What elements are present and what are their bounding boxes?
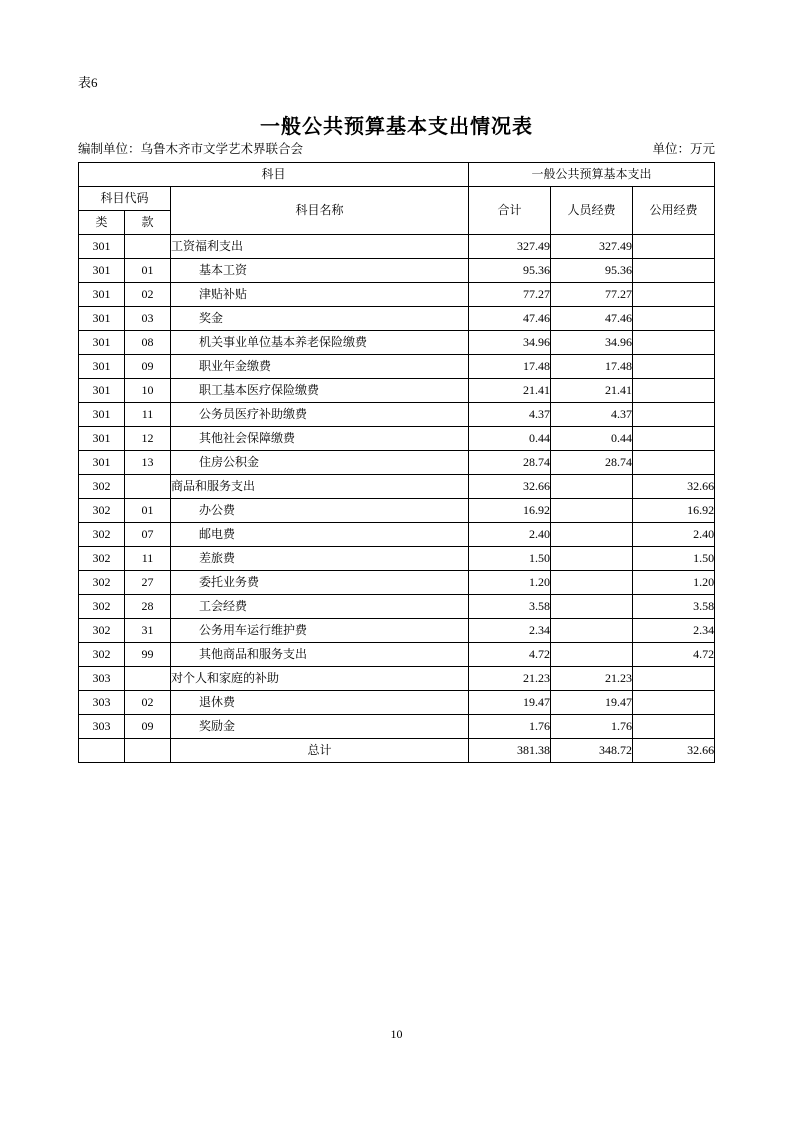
cell-code-type: 303 <box>79 667 125 691</box>
table-row <box>79 667 715 691</box>
cell-code-type: 301 <box>79 403 125 427</box>
cell-code-type: 302 <box>79 547 125 571</box>
cell-personnel: 28.74 <box>551 451 633 475</box>
cell-total: 16.92 <box>469 499 551 523</box>
cell-personnel <box>551 547 633 571</box>
cell-code-item: 09 <box>125 715 171 739</box>
cell-code-item: 02 <box>125 283 171 307</box>
cell-public <box>633 331 715 355</box>
cell-total: 21.23 <box>469 667 551 691</box>
cell-total: 2.40 <box>469 523 551 547</box>
cell-public <box>633 259 715 283</box>
cell-subject-name: 其他社会保障缴费 <box>171 427 469 451</box>
header-subject-group: 科目 <box>79 163 469 187</box>
cell-subject-name: 住房公积金 <box>171 451 469 475</box>
table-row <box>79 691 715 715</box>
cell-subject-name: 商品和服务支出 <box>171 475 469 499</box>
cell-public <box>633 667 715 691</box>
cell-public: 4.72 <box>633 643 715 667</box>
cell-code-item <box>125 667 171 691</box>
cell-code-type: 302 <box>79 523 125 547</box>
cell-total: 327.49 <box>469 235 551 259</box>
cell-subject-name: 奖金 <box>171 307 469 331</box>
cell-total: 21.41 <box>469 379 551 403</box>
header-subject-name: 科目名称 <box>171 187 469 235</box>
cell-personnel <box>551 523 633 547</box>
cell-total: 4.72 <box>469 643 551 667</box>
cell-code-item: 28 <box>125 595 171 619</box>
table-row <box>79 547 715 571</box>
cell-personnel <box>551 619 633 643</box>
header-code-group: 科目代码 <box>79 187 171 211</box>
table-row <box>79 715 715 739</box>
cell-total-personnel: 348.72 <box>551 739 633 763</box>
cell-code-type: 302 <box>79 619 125 643</box>
cell-public: 3.58 <box>633 595 715 619</box>
page-number: 10 <box>390 1027 403 1041</box>
table-row <box>79 571 715 595</box>
cell-personnel: 77.27 <box>551 283 633 307</box>
table-header-sub-row <box>79 187 715 211</box>
table-row <box>79 379 715 403</box>
cell-code-item: 03 <box>125 307 171 331</box>
table-row <box>79 427 715 451</box>
cell-total-code-item <box>125 739 171 763</box>
cell-code-item <box>125 235 171 259</box>
cell-personnel: 0.44 <box>551 427 633 451</box>
table-row <box>79 595 715 619</box>
table-header-group-row <box>79 163 715 187</box>
cell-personnel: 4.37 <box>551 403 633 427</box>
header-personnel-expense: 人员经费 <box>551 187 633 235</box>
cell-code-item: 01 <box>125 499 171 523</box>
cell-subject-name: 办公费 <box>171 499 469 523</box>
header-total: 合计 <box>469 187 551 235</box>
cell-code-item: 09 <box>125 355 171 379</box>
cell-code-item: 99 <box>125 643 171 667</box>
cell-public <box>633 403 715 427</box>
table-row <box>79 235 715 259</box>
cell-personnel: 19.47 <box>551 691 633 715</box>
cell-total: 47.46 <box>469 307 551 331</box>
cell-total-code-type <box>79 739 125 763</box>
cell-public <box>633 691 715 715</box>
cell-public <box>633 427 715 451</box>
cell-personnel <box>551 499 633 523</box>
cell-code-type: 303 <box>79 691 125 715</box>
cell-subject-name: 工会经费 <box>171 595 469 619</box>
cell-subject-name: 退休费 <box>171 691 469 715</box>
cell-total: 4.37 <box>469 403 551 427</box>
table-row <box>79 643 715 667</box>
cell-code-type: 301 <box>79 307 125 331</box>
cell-code-type: 302 <box>79 499 125 523</box>
table-row <box>79 259 715 283</box>
cell-public <box>633 379 715 403</box>
cell-personnel <box>551 571 633 595</box>
cell-public <box>633 715 715 739</box>
cell-code-item: 31 <box>125 619 171 643</box>
table-row <box>79 523 715 547</box>
cell-code-type: 302 <box>79 475 125 499</box>
cell-subject-name: 机关事业单位基本养老保险缴费 <box>171 331 469 355</box>
cell-public <box>633 235 715 259</box>
cell-public: 32.66 <box>633 475 715 499</box>
table-row <box>79 355 715 379</box>
cell-code-item: 13 <box>125 451 171 475</box>
cell-public <box>633 307 715 331</box>
header-public-expense: 公用经费 <box>633 187 715 235</box>
cell-total-amount: 381.38 <box>469 739 551 763</box>
cell-total-public: 32.66 <box>633 739 715 763</box>
cell-personnel: 95.36 <box>551 259 633 283</box>
cell-code-type: 301 <box>79 331 125 355</box>
table-row <box>79 475 715 499</box>
cell-personnel <box>551 595 633 619</box>
cell-subject-name: 公务员医疗补助缴费 <box>171 403 469 427</box>
header-code-type: 类 <box>79 211 125 235</box>
cell-code-type: 301 <box>79 235 125 259</box>
cell-subject-name: 奖励金 <box>171 715 469 739</box>
cell-code-item <box>125 475 171 499</box>
table-total-row <box>79 739 715 763</box>
amount-unit-label: 单位：万元 <box>652 142 715 156</box>
cell-code-type: 301 <box>79 427 125 451</box>
cell-subject-name: 职业年金缴费 <box>171 355 469 379</box>
cell-subject-name: 对个人和家庭的补助 <box>171 667 469 691</box>
issuing-unit-label: 编制单位：乌鲁木齐市文学艺术界联合会 <box>78 142 304 156</box>
cell-total: 2.34 <box>469 619 551 643</box>
cell-total: 1.50 <box>469 547 551 571</box>
cell-code-type: 301 <box>79 379 125 403</box>
cell-code-type: 303 <box>79 715 125 739</box>
cell-subject-name: 委托业务费 <box>171 571 469 595</box>
cell-personnel: 21.41 <box>551 379 633 403</box>
table-body <box>79 235 715 763</box>
cell-personnel <box>551 643 633 667</box>
budget-table <box>78 162 715 763</box>
cell-code-type: 302 <box>79 643 125 667</box>
table-row <box>79 307 715 331</box>
cell-total-label: 总计 <box>171 739 469 763</box>
cell-personnel <box>551 475 633 499</box>
cell-subject-name: 公务用车运行维护费 <box>171 619 469 643</box>
cell-subject-name: 差旅费 <box>171 547 469 571</box>
table-row <box>79 331 715 355</box>
cell-code-item: 11 <box>125 403 171 427</box>
cell-code-item: 11 <box>125 547 171 571</box>
cell-personnel: 17.48 <box>551 355 633 379</box>
cell-personnel: 327.49 <box>551 235 633 259</box>
cell-public <box>633 355 715 379</box>
cell-total: 19.47 <box>469 691 551 715</box>
cell-total: 34.96 <box>469 331 551 355</box>
cell-public: 1.50 <box>633 547 715 571</box>
table-label: 表6 <box>78 75 98 90</box>
table-row <box>79 619 715 643</box>
cell-total: 77.27 <box>469 283 551 307</box>
cell-code-item: 27 <box>125 571 171 595</box>
cell-subject-name: 职工基本医疗保险缴费 <box>171 379 469 403</box>
table-row <box>79 403 715 427</box>
cell-total: 1.20 <box>469 571 551 595</box>
cell-public <box>633 283 715 307</box>
cell-personnel: 34.96 <box>551 331 633 355</box>
table-row <box>79 499 715 523</box>
cell-total: 32.66 <box>469 475 551 499</box>
cell-total: 3.58 <box>469 595 551 619</box>
cell-code-type: 302 <box>79 595 125 619</box>
cell-total: 1.76 <box>469 715 551 739</box>
cell-personnel: 47.46 <box>551 307 633 331</box>
cell-public: 2.34 <box>633 619 715 643</box>
cell-code-type: 301 <box>79 451 125 475</box>
cell-code-type: 301 <box>79 355 125 379</box>
header-code-item: 款 <box>125 211 171 235</box>
table-head <box>79 163 715 235</box>
cell-code-type: 301 <box>79 259 125 283</box>
cell-public: 2.40 <box>633 523 715 547</box>
cell-code-item: 02 <box>125 691 171 715</box>
cell-subject-name: 津贴补贴 <box>171 283 469 307</box>
table-row <box>79 283 715 307</box>
table-row <box>79 451 715 475</box>
document-meta <box>78 139 715 157</box>
cell-subject-name: 工资福利支出 <box>171 235 469 259</box>
cell-subject-name: 邮电费 <box>171 523 469 547</box>
cell-total: 95.36 <box>469 259 551 283</box>
cell-code-type: 302 <box>79 571 125 595</box>
cell-personnel: 21.23 <box>551 667 633 691</box>
cell-total: 28.74 <box>469 451 551 475</box>
cell-code-item: 01 <box>125 259 171 283</box>
cell-code-item: 07 <box>125 523 171 547</box>
page-title: 一般公共预算基本支出情况表 <box>260 116 533 138</box>
cell-subject-name: 其他商品和服务支出 <box>171 643 469 667</box>
header-expenditure-group: 一般公共预算基本支出 <box>469 163 715 187</box>
cell-public: 16.92 <box>633 499 715 523</box>
cell-subject-name: 基本工资 <box>171 259 469 283</box>
cell-total: 0.44 <box>469 427 551 451</box>
cell-code-type: 301 <box>79 283 125 307</box>
cell-code-item: 10 <box>125 379 171 403</box>
cell-code-item: 12 <box>125 427 171 451</box>
cell-total: 17.48 <box>469 355 551 379</box>
cell-public <box>633 451 715 475</box>
cell-code-item: 08 <box>125 331 171 355</box>
cell-personnel: 1.76 <box>551 715 633 739</box>
cell-public: 1.20 <box>633 571 715 595</box>
